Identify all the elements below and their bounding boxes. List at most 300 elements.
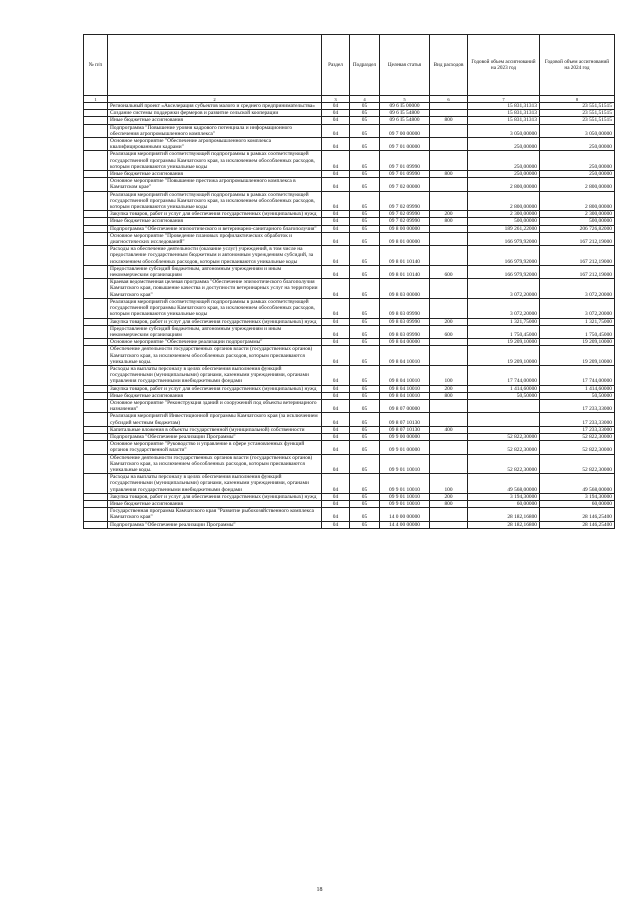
row-podrazdel: 05 (350, 413, 380, 426)
row-target: 09 6 I5 54800 (380, 117, 430, 124)
row-podrazdel: 05 (350, 171, 380, 178)
row-vid: 400 (430, 426, 468, 433)
row-2023: 166 979,92000 (468, 265, 540, 278)
row-vid: 800 (430, 171, 468, 178)
header-target: Целевая статья (380, 35, 430, 96)
row-num (84, 413, 108, 426)
table-row (84, 110, 615, 117)
table-row (84, 325, 615, 338)
row-vid (430, 138, 468, 151)
col-num: 8 (540, 96, 615, 103)
row-target: 09 8 01 10140 (380, 265, 430, 278)
row-vid: 800 (430, 500, 468, 507)
row-2024: 250,00000 (540, 138, 615, 151)
row-num (84, 318, 108, 325)
row-2024: 49 568,00000 (540, 474, 615, 494)
row-vid (430, 346, 468, 366)
row-2023 (468, 413, 540, 426)
column-numbering-row (84, 96, 615, 103)
row-2023: 166 979,92000 (468, 232, 540, 245)
row-podrazdel: 05 (350, 399, 380, 412)
row-name: Капитальные вложения в объекты государственной (муниципальной) собственности (108, 426, 322, 433)
row-name: Краевая ведомственная целевая программа "Обеспечение эпизоотического благополучия Камчатского края, повышение качества и доступности ветеринарных услуг на территории Камчатского края" (108, 279, 322, 299)
row-target: 09 6 I5 00000 (380, 103, 430, 110)
row-2023: 28 182,16800 (468, 508, 540, 521)
header-2024: Годовой объем ассигнований на 2024 год (540, 35, 615, 96)
row-vid: 800 (430, 218, 468, 225)
row-podrazdel: 05 (350, 325, 380, 338)
row-vid (430, 454, 468, 474)
row-razdel: 04 (322, 392, 350, 399)
table-row (84, 298, 615, 318)
table-row (84, 392, 615, 399)
row-num (84, 117, 108, 124)
table-row (84, 500, 615, 507)
row-target: 09 8 03 09990 (380, 298, 430, 318)
row-num (84, 339, 108, 346)
row-2024: 167 212,19000 (540, 232, 615, 245)
row-name: Государственная программа Камчатского края "Развитие рыбохозяйственного комплекса Камчатского края" (108, 508, 322, 521)
budget-table-sheet (83, 34, 614, 529)
row-2023: 3 050,00000 (468, 124, 540, 137)
table-row (84, 218, 615, 225)
row-podrazdel: 05 (350, 339, 380, 346)
row-vid (430, 178, 468, 191)
row-razdel: 04 (322, 433, 350, 440)
table-row (84, 232, 615, 245)
row-podrazdel: 05 (350, 265, 380, 278)
row-target: 09 7 00 00000 (380, 124, 430, 137)
row-podrazdel: 05 (350, 103, 380, 110)
row-podrazdel: 05 (350, 521, 380, 528)
row-name: Реализация мероприятий соответствующей подпрограммы в рамках соответствующей государственной программы Камчатского края, за исключением обособленных расходов, которым присваиваются уникальные коды (108, 298, 322, 318)
row-target: 09 7 01 09990 (380, 171, 430, 178)
row-target: 09 7 02 09990 (380, 211, 430, 218)
row-name: Региональный проект «Акселерация субъектов малого и среднего предпринимательства» (108, 103, 322, 110)
row-podrazdel: 05 (350, 454, 380, 474)
table-row (84, 318, 615, 325)
row-vid: 200 (430, 318, 468, 325)
row-podrazdel: 05 (350, 346, 380, 366)
row-vid (430, 191, 468, 211)
row-vid (430, 246, 468, 266)
row-num (84, 433, 108, 440)
row-name: Закупка товаров, работ и услуг для обеспечения государственных (муниципальных) нужд (108, 318, 322, 325)
row-2024: 50,50000 (540, 392, 615, 399)
row-vid (430, 103, 468, 110)
col-num: 6 (430, 96, 468, 103)
row-2023: 2 800,00000 (468, 191, 540, 211)
row-name: Иные бюджетные ассигнования (108, 171, 322, 178)
row-target: 09 8 00 00000 (380, 225, 430, 232)
row-name: Предоставление субсидий бюджетным, автономным учреждениям и иным некоммерческим организациям (108, 265, 322, 278)
row-target: 09 9 01 10010 (380, 500, 430, 507)
row-2023: 15 831,31313 (468, 110, 540, 117)
row-target: 09 8 07 10130 (380, 413, 430, 426)
row-podrazdel: 05 (350, 151, 380, 171)
row-target: 09 7 02 00000 (380, 178, 430, 191)
row-name: Расходы на выплаты персоналу в целях обеспечения выполнения функций государственными (муниципальными) органами, казенными учреждениями, органами управления государственными внебюджетными фондами (108, 474, 322, 494)
row-2024: 28 146,25400 (540, 521, 615, 528)
row-2023: 250,00000 (468, 138, 540, 151)
row-num (84, 346, 108, 366)
row-vid (430, 232, 468, 245)
row-podrazdel: 05 (350, 117, 380, 124)
row-podrazdel: 05 (350, 110, 380, 117)
table-row (84, 339, 615, 346)
row-name: Подпрограмма "Повышение уровня кадрового потенциала и информационного обеспечения агропромышленного комплекса" (108, 124, 322, 137)
row-2024: 28 146,25400 (540, 508, 615, 521)
budget-table (83, 34, 615, 529)
row-num (84, 392, 108, 399)
row-name: Подпрограмма "Обеспечение эпизоотического и ветеринарно-санитарного благополучия" (108, 225, 322, 232)
row-podrazdel: 05 (350, 211, 380, 218)
row-name: Основное мероприятие "Обеспечение агропромышленного комплекса квалифицированными кадрами" (108, 138, 322, 151)
row-razdel: 04 (322, 318, 350, 325)
row-vid: 600 (430, 325, 468, 338)
row-2023: 1 321,75000 (468, 318, 540, 325)
row-num (84, 151, 108, 171)
row-name: Обеспечение деятельности государственных органов власти (государственных органов) Камчатского края, за исключением обособленных расходов, которым присваиваются уникальные коды. (108, 454, 322, 474)
row-num (84, 365, 108, 385)
table-row (84, 493, 615, 500)
row-2023: 60,00000 (468, 500, 540, 507)
header-name (108, 35, 322, 96)
row-target: 14 0 00 00000 (380, 508, 430, 521)
row-2024: 19 209,10000 (540, 346, 615, 366)
row-name: Обеспечение деятельности государственных органов власти (государственных органов) Камчатского края, за исключением обособленных расходов, которым присваиваются уникальные коды. (108, 346, 322, 366)
row-name: Закупка товаров, работ и услуг для обеспечения государственных (муниципальных) нужд (108, 211, 322, 218)
row-name: Иные бюджетные ассигнования (108, 218, 322, 225)
row-2023: 52 822,30000 (468, 454, 540, 474)
row-2023 (468, 426, 540, 433)
row-2023: 1 750,45000 (468, 325, 540, 338)
row-name: Иные бюджетные ассигнования (108, 500, 322, 507)
table-row (84, 178, 615, 191)
row-podrazdel: 05 (350, 298, 380, 318)
row-podrazdel: 05 (350, 124, 380, 137)
table-row (84, 385, 615, 392)
row-2023: 3 194,30000 (468, 493, 540, 500)
row-target: 09 9 00 00000 (380, 433, 430, 440)
row-vid: 200 (430, 211, 468, 218)
row-2023: 3 072,20000 (468, 279, 540, 299)
row-2023: 52 822,30000 (468, 441, 540, 454)
row-2024: 17 233,33000 (540, 413, 615, 426)
row-num (84, 211, 108, 218)
row-num (84, 279, 108, 299)
row-target: 09 8 03 09990 (380, 318, 430, 325)
row-2024: 17 744,00000 (540, 365, 615, 385)
row-2023: 500,00000 (468, 218, 540, 225)
table-row (84, 346, 615, 366)
row-name: Основное мероприятие "Руководство и управление в сфере установленных функций органов государственной власти" (108, 441, 322, 454)
row-2023: 250,00000 (468, 171, 540, 178)
row-name: Реализация мероприятий Инвестиционной программы Камчатского края (за исключением субсидий местным бюджетам) (108, 413, 322, 426)
row-razdel: 04 (322, 191, 350, 211)
row-podrazdel: 05 (350, 178, 380, 191)
row-razdel: 04 (322, 265, 350, 278)
row-2024: 3 194,30000 (540, 493, 615, 500)
row-2023: 1 414,60000 (468, 385, 540, 392)
row-vid (430, 151, 468, 171)
table-row (84, 433, 615, 440)
row-podrazdel: 05 (350, 500, 380, 507)
row-2024: 23 551,51515 (540, 103, 615, 110)
row-num (84, 385, 108, 392)
row-podrazdel: 05 (350, 433, 380, 440)
row-2024: 2 800,00000 (540, 191, 615, 211)
table-row (84, 399, 615, 412)
row-num (84, 191, 108, 211)
row-name: Расходы на обеспечение деятельности (оказание услуг) учреждений, в том числе на предоставление государственным бюджетным и автономным учреждениям субсидий, за исключением обособленных расходов, которым присваиваются уникальные коды (108, 246, 322, 266)
row-vid (430, 339, 468, 346)
row-podrazdel: 05 (350, 225, 380, 232)
header-razdel: Раздел (322, 35, 350, 96)
row-vid (430, 433, 468, 440)
row-2024: 206 726,82000 (540, 225, 615, 232)
row-target: 14 4 00 00000 (380, 521, 430, 528)
row-2023: 52 822,30000 (468, 433, 540, 440)
row-razdel: 04 (322, 279, 350, 299)
row-num (84, 124, 108, 137)
table-row (84, 225, 615, 232)
table-row (84, 124, 615, 137)
row-name: Иные бюджетные ассигнования (108, 117, 322, 124)
row-vid: 600 (430, 265, 468, 278)
row-2024: 52 822,30000 (540, 454, 615, 474)
row-2024: 167 212,19000 (540, 246, 615, 266)
row-razdel: 04 (322, 298, 350, 318)
row-target: 09 9 01 10010 (380, 454, 430, 474)
row-target: 09 9 01 10010 (380, 474, 430, 494)
header-row (84, 35, 615, 96)
row-2024: 52 822,30000 (540, 433, 615, 440)
row-num (84, 508, 108, 521)
row-2023: 3 072,20000 (468, 298, 540, 318)
row-name: Подпрограмма "Обеспечение реализации Программы" (108, 521, 322, 528)
row-podrazdel: 05 (350, 493, 380, 500)
row-razdel: 04 (322, 399, 350, 412)
row-2023: 17 744,00000 (468, 365, 540, 385)
row-podrazdel: 05 (350, 218, 380, 225)
row-vid (430, 399, 468, 412)
row-name: Основное мероприятие "Повышение престижа агропромышленного комплекса в Камчатском крае" (108, 178, 322, 191)
table-row (84, 508, 615, 521)
row-podrazdel: 05 (350, 392, 380, 399)
row-2024: 500,00000 (540, 218, 615, 225)
row-razdel: 04 (322, 325, 350, 338)
row-num (84, 454, 108, 474)
row-podrazdel: 05 (350, 138, 380, 151)
row-num (84, 218, 108, 225)
row-2024: 250,00000 (540, 171, 615, 178)
row-target: 09 7 02 09990 (380, 191, 430, 211)
row-razdel: 04 (322, 500, 350, 507)
row-target: 09 7 02 09990 (380, 218, 430, 225)
row-2023: 2 300,00000 (468, 211, 540, 218)
row-name: Закупка товаров, работ и услуг для обеспечения государственных (муниципальных) нужд (108, 385, 322, 392)
row-razdel: 04 (322, 138, 350, 151)
table-row (84, 279, 615, 299)
table-row (84, 521, 615, 528)
row-num (84, 225, 108, 232)
row-2024: 23 551,51515 (540, 110, 615, 117)
row-num (84, 474, 108, 494)
table-row (84, 441, 615, 454)
row-vid (430, 298, 468, 318)
row-name: Основное мероприятие "Проведение плановых профилактических обработок и диагностических исследований" (108, 232, 322, 245)
row-podrazdel: 05 (350, 279, 380, 299)
row-num (84, 232, 108, 245)
row-2024: 2 800,00000 (540, 178, 615, 191)
header-podrazdel: Подраздел (350, 35, 380, 96)
row-num (84, 325, 108, 338)
col-num: 2 (108, 96, 322, 103)
row-name: Реализация мероприятий соответствующей подпрограммы в рамках соответствующей государственной программы Камчатского края, за исключением обособленных расходов, которым присваиваются уникальные коды (108, 191, 322, 211)
row-vid (430, 441, 468, 454)
row-num (84, 110, 108, 117)
row-vid: 200 (430, 385, 468, 392)
row-razdel: 04 (322, 103, 350, 110)
row-num (84, 246, 108, 266)
row-razdel: 04 (322, 117, 350, 124)
row-num (84, 500, 108, 507)
table-row (84, 191, 615, 211)
row-target: 09 9 01 10010 (380, 493, 430, 500)
table-row (84, 151, 615, 171)
row-num (84, 521, 108, 528)
row-name: Создание системы поддержки фермеров и развитие сельской кооперации (108, 110, 322, 117)
row-2024: 1 750,45000 (540, 325, 615, 338)
row-podrazdel: 05 (350, 318, 380, 325)
row-target: 09 7 01 00000 (380, 138, 430, 151)
row-target: 09 8 04 10010 (380, 365, 430, 385)
row-2023 (468, 399, 540, 412)
row-vid (430, 279, 468, 299)
row-razdel: 04 (322, 441, 350, 454)
row-num (84, 298, 108, 318)
row-vid: 800 (430, 117, 468, 124)
row-target: 09 6 I5 54800 (380, 110, 430, 117)
row-num (84, 138, 108, 151)
row-target: 09 8 03 00000 (380, 279, 430, 299)
row-razdel: 04 (322, 426, 350, 433)
row-num (84, 103, 108, 110)
col-num: 5 (380, 96, 430, 103)
row-vid (430, 110, 468, 117)
header-2023: Годовой объем ассигнований на 2023 год (468, 35, 540, 96)
header-vid: Вид расходов (430, 35, 468, 96)
row-2024: 19 209,10000 (540, 339, 615, 346)
row-razdel: 04 (322, 508, 350, 521)
row-target: 09 7 01 09990 (380, 151, 430, 171)
row-podrazdel: 05 (350, 474, 380, 494)
row-2024: 1 414,60000 (540, 385, 615, 392)
row-razdel: 04 (322, 474, 350, 494)
row-razdel: 04 (322, 151, 350, 171)
row-2024: 1 321,75000 (540, 318, 615, 325)
row-target: 09 8 04 10010 (380, 385, 430, 392)
row-razdel: 04 (322, 493, 350, 500)
row-vid: 100 (430, 474, 468, 494)
row-2024: 250,00000 (540, 151, 615, 171)
row-podrazdel: 05 (350, 508, 380, 521)
row-razdel: 04 (322, 454, 350, 474)
row-razdel: 04 (322, 124, 350, 137)
row-2023: 250,00000 (468, 151, 540, 171)
table-row (84, 103, 615, 110)
row-podrazdel: 05 (350, 426, 380, 433)
row-num (84, 265, 108, 278)
row-2024: 3 050,00000 (540, 124, 615, 137)
row-target: 09 8 01 10140 (380, 246, 430, 266)
row-2023: 15 831,31313 (468, 103, 540, 110)
row-vid: 200 (430, 493, 468, 500)
row-podrazdel: 05 (350, 365, 380, 385)
table-row (84, 171, 615, 178)
row-name: Иные бюджетные ассигнования (108, 392, 322, 399)
row-razdel: 04 (322, 346, 350, 366)
row-2023: 49 568,00000 (468, 474, 540, 494)
row-target: 09 8 03 09990 (380, 325, 430, 338)
row-razdel: 04 (322, 232, 350, 245)
row-2024: 167 212,19000 (540, 265, 615, 278)
row-num (84, 441, 108, 454)
header-num: № п/п (84, 35, 108, 96)
row-razdel: 04 (322, 110, 350, 117)
row-target: 09 8 01 00000 (380, 232, 430, 245)
col-num: 7 (468, 96, 540, 103)
table-row (84, 246, 615, 266)
row-razdel: 04 (322, 365, 350, 385)
row-2024: 3 072,20000 (540, 279, 615, 299)
row-name: Подпрограмма "Обеспечение реализации Программы" (108, 433, 322, 440)
row-2023: 2 800,00000 (468, 178, 540, 191)
row-vid (430, 413, 468, 426)
row-razdel: 04 (322, 521, 350, 528)
col-num: 4 (350, 96, 380, 103)
row-podrazdel: 05 (350, 232, 380, 245)
row-num (84, 426, 108, 433)
table-row (84, 426, 615, 433)
table-row (84, 413, 615, 426)
row-vid (430, 521, 468, 528)
row-vid (430, 508, 468, 521)
row-vid (430, 124, 468, 137)
row-2023: 166 979,92000 (468, 246, 540, 266)
row-2024: 52 822,30000 (540, 441, 615, 454)
row-target: 09 8 07 10130 (380, 426, 430, 433)
row-2024: 2 300,00000 (540, 211, 615, 218)
row-num (84, 493, 108, 500)
table-row (84, 211, 615, 218)
table-row (84, 265, 615, 278)
row-2023: 50,50000 (468, 392, 540, 399)
table-row (84, 365, 615, 385)
row-2023: 15 831,31313 (468, 117, 540, 124)
col-num: 3 (322, 96, 350, 103)
row-2024: 3 072,20000 (540, 298, 615, 318)
row-name: Основное мероприятие "Обеспечение реализации подпрограммы" (108, 339, 322, 346)
row-razdel: 04 (322, 413, 350, 426)
row-target: 09 8 04 10010 (380, 346, 430, 366)
row-razdel: 04 (322, 178, 350, 191)
row-num (84, 399, 108, 412)
row-name: Реализация мероприятий соответствующей подпрограммы в рамках соответствующей государственной программы Камчатского края, за исключением обособленных расходов, которым присваиваются уникальные коды (108, 151, 322, 171)
row-razdel: 04 (322, 339, 350, 346)
row-2024: 17 233,33000 (540, 399, 615, 412)
